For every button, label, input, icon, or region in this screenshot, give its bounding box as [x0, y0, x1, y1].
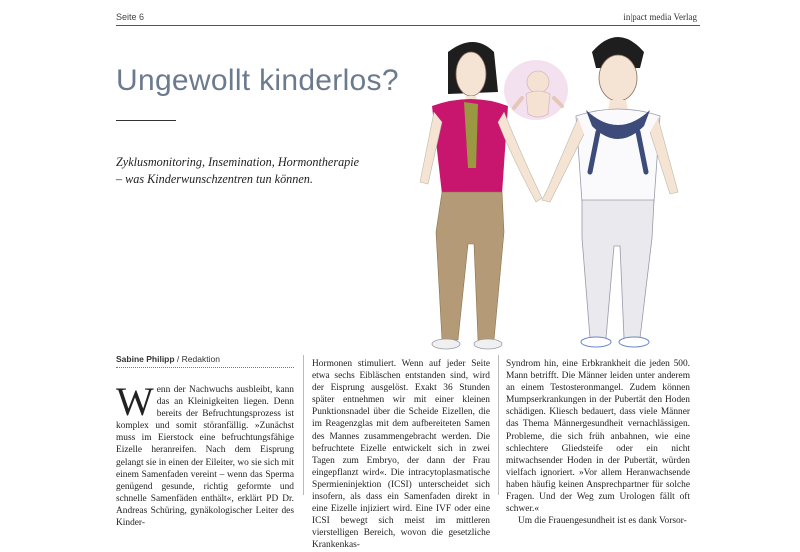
column-3-paragraph-2: Um die Frauengesundheit ist es dank Vorsor-: [518, 516, 687, 527]
author-role: / Redaktion: [174, 354, 220, 364]
author-byline: [116, 354, 220, 364]
byline-rule: [116, 367, 294, 368]
column-3-text: Syndrom hin, eine Erbkrankheit die jeden 500. Mann betrifft. Die Männer leiden unter anderem an einem Testosteronmangel. Zudem können Mumpserkrankungen in der Pubertät den Hoden schädigen. Kliesch bedauert, dass viele Männer das Thema Männergesundheit vernachlässigen. Probleme, die sich früh anbahnen, wie eine schlechtere Gliedsteife oder ein nicht mitwachsender Hoden in der Pubertät, würden vielfach ignoriert. »Vor allem Heranwachsende haben häufig keinen Ansprechpartner für solche Fragen. Und der Weg zum Urologen fällt oft schwer.«: [506, 359, 690, 515]
article-column-1: [116, 379, 294, 529]
column-1-text: enn der Nachwuchs ausbleibt, kann das an Kleinigkeiten liegen. Denn bereits der Befruchtungsprozess ist komplex und somit störanfällig. »Zunächst muss im Eierstock eine befruchtungsfähige Eizelle heranreifen. Nach dem Eisprung gelangt sie in einen der Eileiter, wo sie sich mit einem Samenfaden vereint – wenn das Sperma genügend gesunde, richtig geformte und schnelle Samenfäden enthält«, erklärt PD Dr. Andreas Schüring, gynäkologischer Leiter des Kinder-: [116, 385, 294, 529]
article-column-2: Hormonen stimuliert. Wenn auf jeder Seite etwa sechs Eibläschen entstanden sind, wird der Eisprung ausgelöst. Exakt 36 Stunden später entnehmen wir mit einer kleinen Punktionsnadel über die Scheide Eizellen, die im Reagenzglas mit dem aufbereiteten Samen des Mannes zusammengebracht werden. Die befruchtete Eizelle entwickelt sich in zwei Tagen zum Embryo, der dann der Frau eingepflanzt wird«. Die intracytoplasmatische Spermieninjektion (ICSI) unterscheidet sich insofern, als dass ein Samenfaden direkt in eine Eizelle injiziert wird. Eine IVF oder eine ICSI bewegt sich meist im mittleren vierstelligen Bereich, wovon die gesetzliche Krankenkas-: [312, 359, 490, 551]
article-headline: Ungewollt kinderlos?: [116, 64, 399, 97]
article-column-3: [506, 358, 690, 527]
baby-bubble-icon: [504, 60, 568, 120]
column-separator: [498, 355, 499, 495]
author-name: Sabine Philipp: [116, 354, 175, 364]
couple-with-baby-illustration: [418, 22, 718, 352]
headline-rule: [116, 120, 176, 121]
drop-cap: W: [116, 379, 154, 424]
page-number: Seite 6: [116, 12, 145, 22]
article-subheadline: Zyklusmonitoring, Insemination, Hormontherapie – was Kinderwunschzentren tun können.: [116, 155, 360, 186]
publisher-name: in|pact media Verlag: [623, 12, 697, 22]
column-separator: [303, 355, 304, 495]
